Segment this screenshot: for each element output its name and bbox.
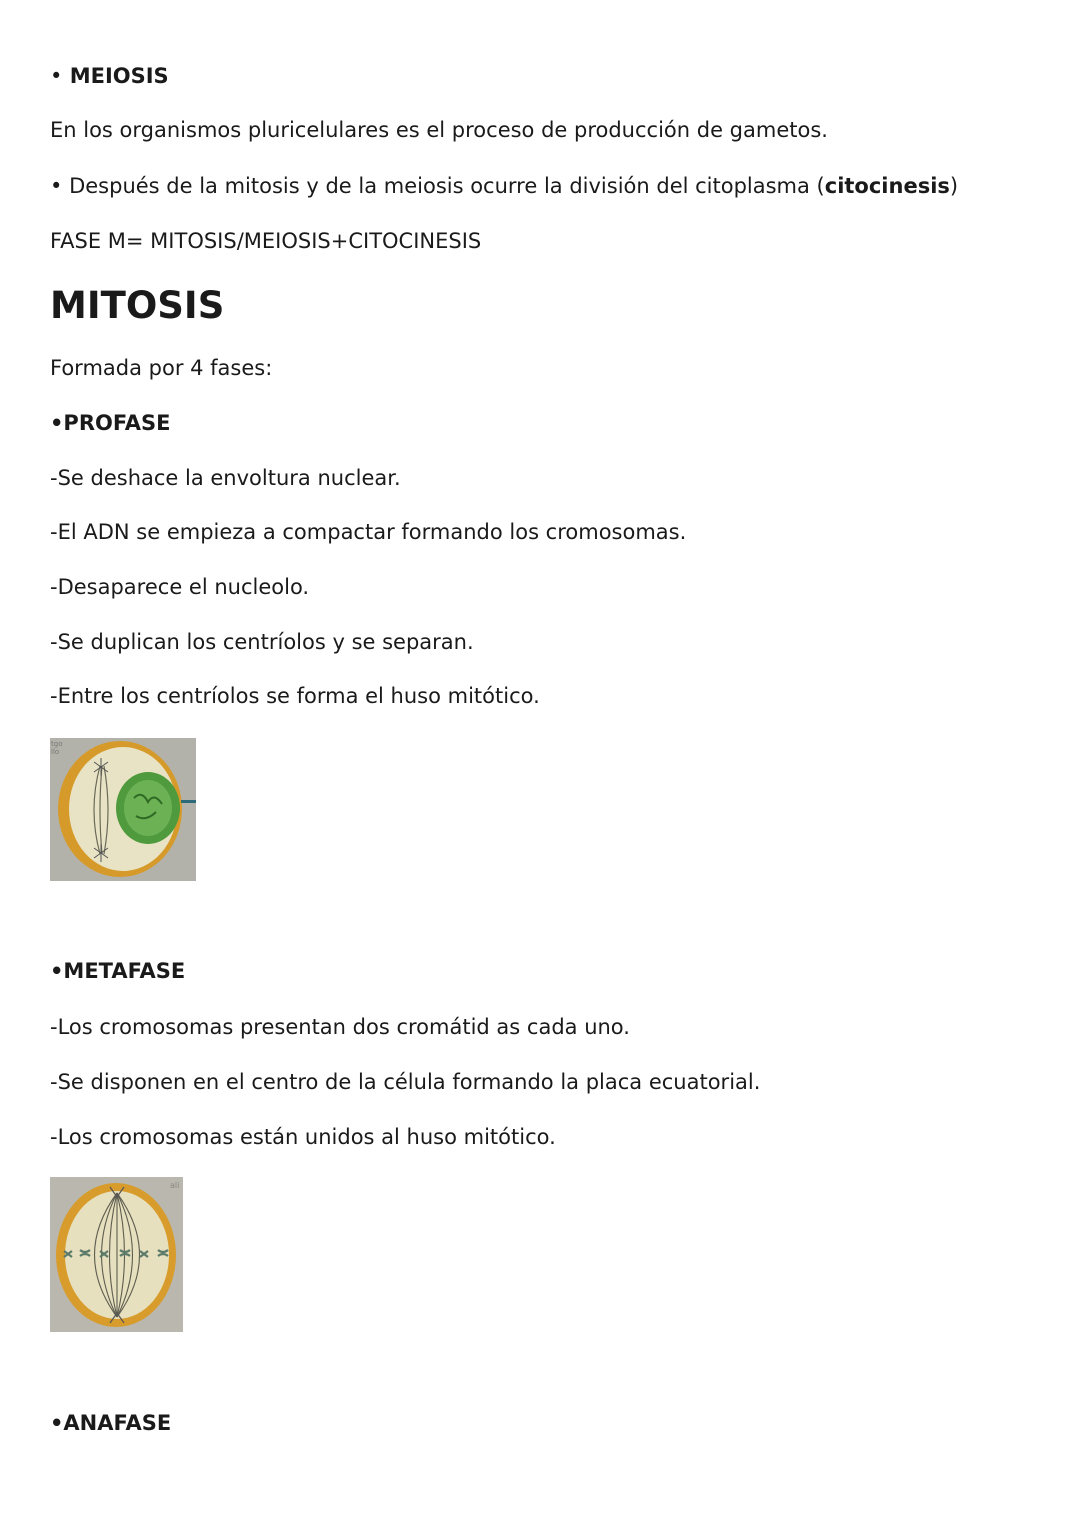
svg-text:llo: llo (51, 748, 60, 756)
profase-point: -Entre los centríolos se forma el huso mitótico. (50, 684, 540, 708)
metafase-heading: •METAFASE (50, 959, 186, 983)
profase-heading: •PROFASE (50, 411, 171, 435)
metafase-point: -Se disponen en el centro de la célula formando la placa ecuatorial. (50, 1070, 761, 1094)
bullet: • (50, 174, 63, 198)
meiosis-heading-text: MEIOSIS (69, 64, 169, 88)
svg-text:tgo: tgo (51, 740, 63, 748)
cytokinesis-prefix: Después de la mitosis y de la meiosis ocurre la división del citoplasma ( (69, 174, 825, 198)
profase-point: -Se duplican los centríolos y se separan. (50, 630, 474, 654)
meiosis-heading (50, 64, 169, 89)
phase-m-formula: FASE M= MITOSIS/MEIOSIS+CITOCINESIS (50, 229, 482, 253)
metafase-image (50, 1177, 183, 1332)
metafase-point: -Los cromosomas están unidos al huso mitótico. (50, 1125, 556, 1149)
anafase-heading: •ANAFASE (50, 1411, 172, 1435)
svg-text:ali: ali (170, 1181, 180, 1190)
cytokinesis-suffix: ) (949, 174, 959, 198)
profase-point: -El ADN se empieza a compactar formando los cromosomas. (50, 520, 687, 544)
metafase-point: -Los cromosomas presentan dos cromátid as cada uno. (50, 1015, 630, 1039)
mitosis-title: MITOSIS (50, 284, 225, 327)
mitosis-intro: Formada por 4 fases: (50, 356, 273, 380)
profase-point: -Se deshace la envoltura nuclear. (50, 466, 401, 490)
profase-image (50, 738, 196, 881)
cytokinesis-term: citocinesis (824, 174, 950, 198)
meiosis-definition: En los organismos pluricelulares es el proceso de producción de gametos. (50, 118, 828, 142)
profase-point: -Desaparece el nucleolo. (50, 575, 310, 599)
cytokinesis-note (50, 174, 958, 199)
bullet: • (50, 64, 63, 88)
